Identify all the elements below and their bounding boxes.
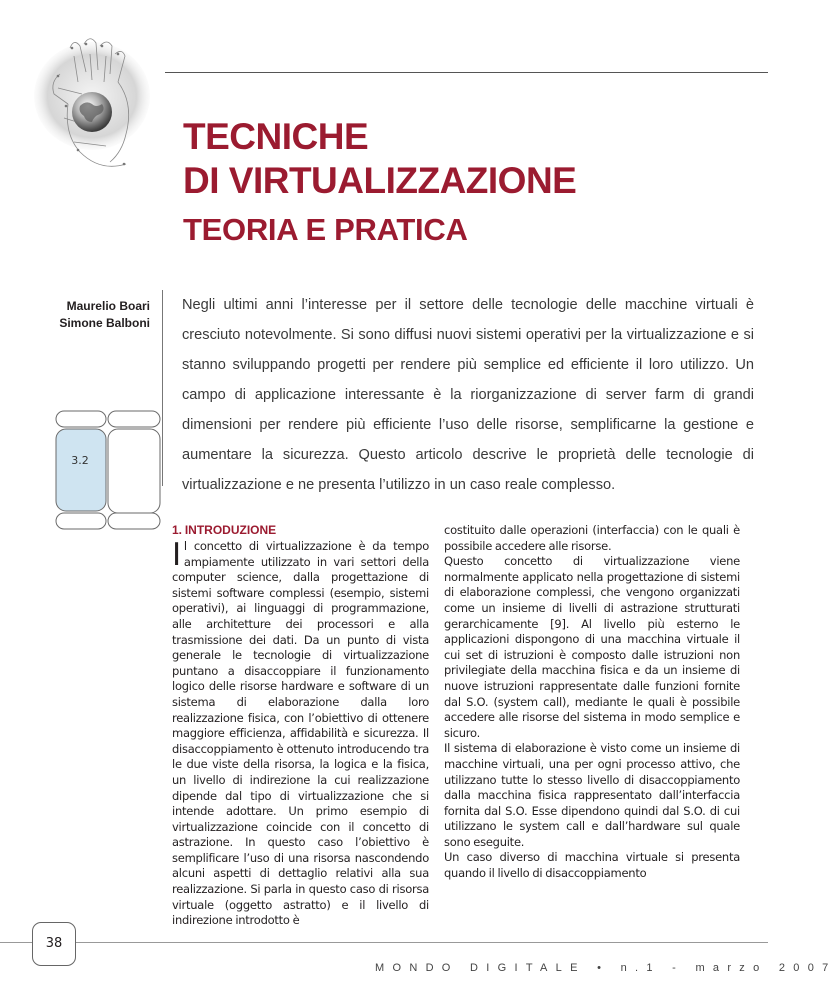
body-paragraph: l concetto di virtualizzazione è da tempo ampiamente utilizzato in vari settori della computer science, dalla progettazione di sistemi software complessi (esempio, sistemi operativi), ai linguaggi di programmazione, alle architetture dei processori e alla trasmissione dei dati. Da un punto di vista generale le tecnologie di virtualizzazione puntano a disaccoppiare il funzionamento logico delle risorse hardware e software di un sistema di elaborazione dalla loro realizzazione fisica, con l’obiettivo di ottenere maggiore efficienza, affidabilità e sicurezza. Il disaccoppiamento è ottenuto introducendo tra le due viste della risorsa, la logica e la fisica, un livello di indirezione la cui realizzazione dipende dal tipo di virtualizzazione che si intende adottare. Un primo esempio di virtualizzazione coincide con il concetto di astrazione. In questo caso l’obiettivo è semplificare l’uso di una risorsa nascondendo alcuni aspetti di dettaglio relativi alla sua realizzazione. Si parla in questo caso di risorsa virtuale (oggetto astratto) e il livello di indirezione introdotto è (172, 539, 429, 928)
body-paragraph: costituito dalle operazioni (interfaccia) con le quali è possibile accedere alle risorse. (444, 523, 740, 553)
page-number: 38 (45, 936, 63, 951)
body-paragraph: Il sistema di elaborazione è visto come un insieme di macchine virtuali, una per ogni processo attivo, che utilizzano tutte lo stesso livello di disaccoppiamento dalla macchina fisica rappresentato dall’interfaccia fornita dal S.O. Esse dipendono quindi dal S.O. di cui utilizzano le system call e dall’hardware sul quale sono eseguite. (444, 741, 740, 849)
body-paragraph: Questo concetto di virtualizzazione viene normalmente applicato nella progettazione di sistemi di elaborazione complessi, che vengono organizzati come un insieme di livelli di astrazione strutturati gerarchicamente [9]. Al livello più esterno le applicazioni dispongono di una macchina virtuale il cui set di istruzioni è composto dalle istruzioni non privilegiate della macchina fisica e da un insieme di nuove istruzioni rappresentate dalle funzioni fornite dal S.O. (system call), mediante le quali è possibile accedere alle risorse del sistema in modo semplice e sicuro. (444, 554, 740, 740)
article-subtitle: TEORIA E PRATICA (183, 212, 468, 247)
abstract: Negli ultimi anni l’interesse per il settore delle tecnologie delle macchine virtuali è cresciuto notevolmente. Si sono diffusi nuovi sistemi operativi per la virtualizzazione e si stanno sviluppando progetti per rendere più semplice ed efficiente il loro utilizzo. Un campo di applicazione interessante è la riorganizzazione di server farm di grandi dimensioni per rendere più efficiente l’uso delle risorse, semplificarne la gestione e aumentare la sicurezza. Questo articolo descrive le proprietà delle tecnologie di virtualizzazione e ne presenta l’utilizzo in un caso reale complesso. (182, 297, 754, 493)
author-name: Simone Balboni (59, 316, 150, 330)
footer-rule (0, 942, 768, 943)
body-column-left (172, 523, 429, 929)
article-title-line2: DI VIRTUALIZZAZIONE (183, 160, 577, 201)
hand-globe-illustration (30, 34, 160, 184)
journal-footer: MONDO DIGITALE • n.1 - marzo 2007 (375, 962, 837, 974)
body-paragraph: Un caso diverso di macchina virtuale si presenta quando il livello di disaccoppiamento (444, 850, 740, 881)
drop-cap: I (172, 537, 181, 573)
top-rule (165, 72, 768, 73)
body-column-right (444, 523, 740, 882)
section-heading: 1. INTRODUZIONE (172, 523, 277, 537)
author-name: Maurelio Boari (66, 299, 150, 313)
article-title-line1: TECNICHE (183, 116, 369, 157)
section-badge-icon (54, 409, 162, 533)
left-column-rule (162, 290, 163, 486)
section-number: 3.2 (71, 454, 89, 467)
